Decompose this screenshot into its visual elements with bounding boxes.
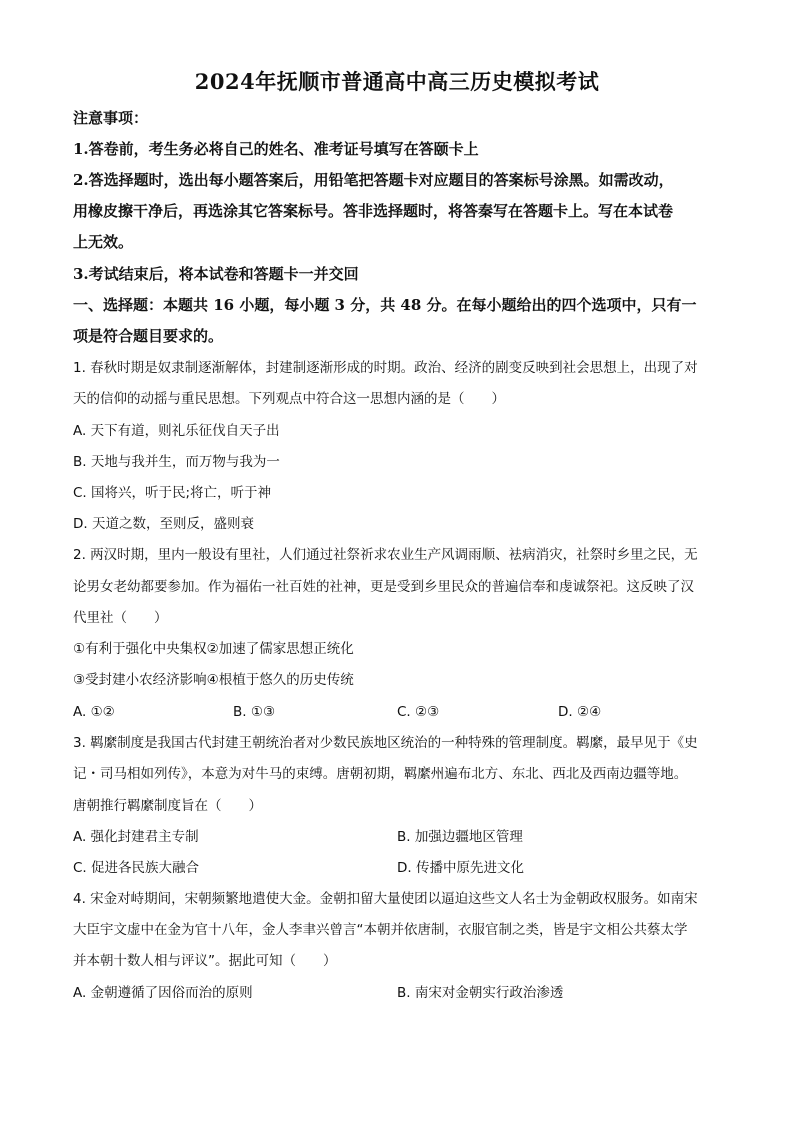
- notice-item-3: 3.考试结束后，将本试卷和答题卡一并交回: [73, 265, 359, 283]
- q3-option-b: B. 加强边疆地区管理: [397, 829, 523, 845]
- q3-stem-line-3: 唐朝推行羁縻制度旨在（ ）: [73, 798, 262, 814]
- q3-stem-line-2: 记・司马相如列传》，本意为对牛马的束缚。唐朝初期，羁縻州遍布北方、东北、西北及西南边疆等地。: [73, 766, 688, 782]
- q4-option-a: A. 金朝遵循了因俗而治的原则: [73, 985, 253, 1001]
- q1-stem-line-2: 天的信仰的动摇与重民思想。下列观点中符合这一思想内涵的是（ ）: [73, 391, 505, 407]
- q1-stem-line-1: 1. 春秋时期是奴隶制逐渐解体，封建制逐渐形成的时期。政治、经济的剧变反映到社会思想上，出现了对: [73, 360, 698, 376]
- notice-heading: 注意事项：: [73, 109, 149, 127]
- notice-item-2-line-1: 2.答选择题时，选出每小题答案后，用铅笔把答题卡对应题目的答案标号涂黑。如需改动，: [73, 171, 674, 189]
- q2-stem-line-2: 论男女老幼都要参加。作为福佑一社百姓的社神，更是受到乡里民众的普遍信奉和虔诚祭祀。这反映了汉: [73, 579, 694, 595]
- q2-stem-line-3: 代里社（ ）: [73, 610, 168, 626]
- q2-statements-2: ③受封建小农经济影响④根植于悠久的历史传统: [73, 672, 354, 688]
- notice-item-1: 1.答卷前，考生务必将自己的姓名、准考证号填写在答颐卡上: [73, 140, 479, 158]
- q2-option-d: D. ②④: [558, 704, 602, 720]
- q4-stem-line-1: 4. 宋金对峙期间，宋朝频繁地遣使大金。金朝扣留大量使团以逼迫这些文人名士为金朝政权服务。如南宋: [73, 891, 698, 907]
- q3-option-c: C. 促进各民族大融合: [73, 860, 200, 876]
- q2-option-a: A. ①②: [73, 704, 115, 720]
- q1-option-a: A. 天下有道，则礼乐征伐自天子出: [73, 423, 280, 439]
- q2-option-b: B. ①③: [233, 704, 276, 720]
- q1-option-c: C. 国将兴，听于民;将亡，听于神: [73, 485, 272, 501]
- notice-item-2-line-2: 用橡皮擦干净后，再选涂其它答案标号。答非选择题时，将答秦写在答题卡上。写在本试卷: [73, 202, 674, 220]
- q4-stem-line-2: 大臣宇文虚中在金为官十八年，金人李聿兴曾言“本朝并依唐制，衣服官制之类，皆是宇文相公共蔡太学: [73, 922, 688, 938]
- q2-stem-line-1: 2. 两汉时期，里内一般设有里社，人们通过社祭祈求农业生产风调雨顺、袪病消灾，社祭时乡里之民，无: [73, 547, 698, 563]
- section-heading-line-2: 项是符合题目要求的。: [73, 327, 224, 345]
- q3-option-a: A. 强化封建君主专制: [73, 829, 199, 845]
- q2-option-c: C. ②③: [397, 704, 440, 720]
- q3-stem-line-1: 3. 羁縻制度是我国古代封建王朝统治者对少数民族地区统治的一种特殊的管理制度。羁縻，最早见于《史: [73, 735, 698, 751]
- q2-statements-1: ①有利于强化中央集权②加速了儒家思想正统化: [73, 641, 354, 657]
- section-heading-line-1: 一、选择题：本题共 16 小题，每小题 3 分，共 48 分。在每小题给出的四个选项中，只有一: [73, 296, 697, 314]
- q1-option-b: B. 天地与我并生，而万物与我为一: [73, 454, 280, 470]
- notice-item-2-line-3: 上无效。: [73, 233, 134, 251]
- exam-title: 2024年抚顺市普通高中高三历史模拟考试: [194, 69, 600, 94]
- q1-option-d: D. 天道之数，至则反，盛则衰: [73, 516, 254, 532]
- q4-stem-line-3: 并本朝十数人相与评议”。据此可知（ ）: [73, 953, 337, 969]
- q4-option-b: B. 南宋对金朝实行政治渗透: [397, 985, 564, 1001]
- q3-option-d: D. 传播中原先进文化: [397, 860, 524, 876]
